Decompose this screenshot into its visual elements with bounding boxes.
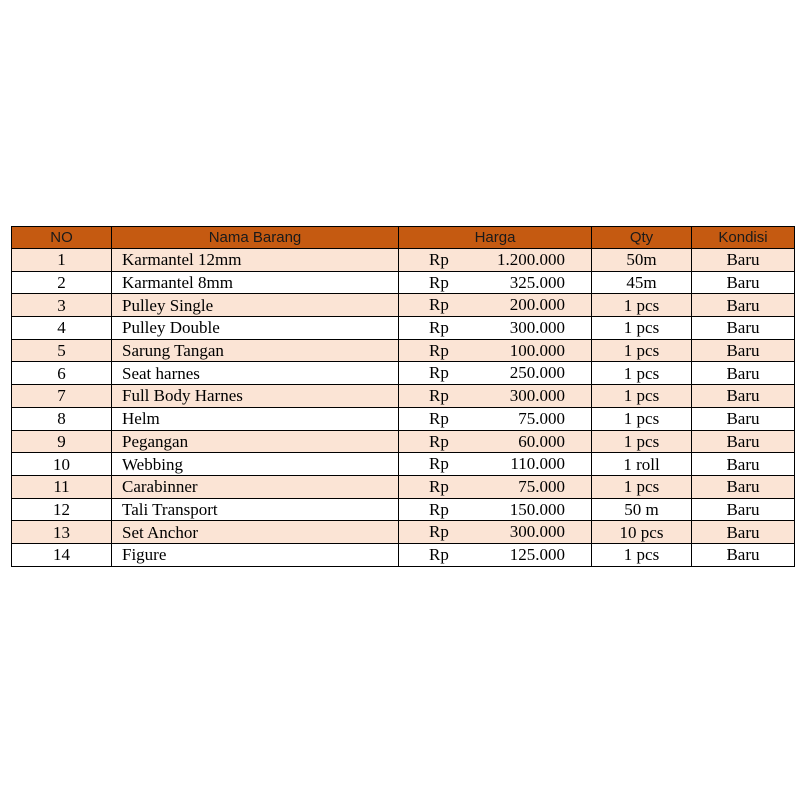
table-row bbox=[12, 453, 795, 476]
price-value: 75.000 bbox=[518, 408, 565, 428]
price-value: 1.200.000 bbox=[497, 250, 565, 269]
cell-no: 8 bbox=[12, 407, 112, 430]
cell-harga bbox=[399, 475, 592, 498]
cell-name: Pulley Double bbox=[112, 317, 399, 340]
currency-label: Rp bbox=[429, 499, 449, 519]
cell-no: 6 bbox=[12, 362, 112, 385]
currency-label: Rp bbox=[429, 250, 449, 269]
cell-harga bbox=[399, 453, 592, 476]
header-row bbox=[12, 227, 795, 249]
cell-kondisi: Baru bbox=[692, 362, 795, 385]
table-row bbox=[12, 271, 795, 294]
cell-no: 14 bbox=[12, 543, 112, 566]
price-value: 60.000 bbox=[518, 431, 565, 451]
price-value: 250.000 bbox=[509, 363, 565, 383]
table-row bbox=[12, 362, 795, 385]
table-row bbox=[12, 521, 795, 544]
cell-harga bbox=[399, 339, 592, 362]
currency-label: Rp bbox=[429, 295, 449, 315]
cell-qty: 50 m bbox=[592, 498, 692, 521]
header-no: NO bbox=[12, 227, 112, 249]
table-row bbox=[12, 317, 795, 340]
cell-name: Seat harnes bbox=[112, 362, 399, 385]
cell-harga bbox=[399, 249, 592, 272]
cell-name: Karmantel 8mm bbox=[112, 271, 399, 294]
cell-name: Webbing bbox=[112, 453, 399, 476]
cell-name: Karmantel 12mm bbox=[112, 249, 399, 272]
table-row bbox=[12, 249, 795, 272]
cell-no: 5 bbox=[12, 339, 112, 362]
cell-kondisi: Baru bbox=[692, 339, 795, 362]
table-body bbox=[12, 249, 795, 567]
price-value: 300.000 bbox=[509, 318, 565, 338]
cell-name: Pegangan bbox=[112, 430, 399, 453]
cell-name: Sarung Tangan bbox=[112, 339, 399, 362]
cell-no: 10 bbox=[12, 453, 112, 476]
cell-harga bbox=[399, 498, 592, 521]
cell-harga bbox=[399, 294, 592, 317]
cell-kondisi: Baru bbox=[692, 271, 795, 294]
inventory-table bbox=[11, 226, 795, 567]
currency-label: Rp bbox=[429, 544, 449, 564]
cell-kondisi: Baru bbox=[692, 498, 795, 521]
cell-kondisi: Baru bbox=[692, 453, 795, 476]
currency-label: Rp bbox=[429, 340, 449, 360]
cell-name: Pulley Single bbox=[112, 294, 399, 317]
currency-label: Rp bbox=[429, 522, 449, 542]
cell-harga bbox=[399, 407, 592, 430]
table-row bbox=[12, 385, 795, 408]
cell-name: Figure bbox=[112, 543, 399, 566]
cell-harga bbox=[399, 271, 592, 294]
table-row bbox=[12, 498, 795, 521]
header-qty: Qty bbox=[592, 227, 692, 249]
cell-kondisi: Baru bbox=[692, 430, 795, 453]
cell-no: 7 bbox=[12, 385, 112, 408]
price-value: 100.000 bbox=[509, 340, 565, 360]
table-row bbox=[12, 339, 795, 362]
cell-qty: 1 pcs bbox=[592, 317, 692, 340]
table-row bbox=[12, 407, 795, 430]
cell-kondisi: Baru bbox=[692, 407, 795, 430]
cell-no: 13 bbox=[12, 521, 112, 544]
cell-kondisi: Baru bbox=[692, 249, 795, 272]
cell-no: 9 bbox=[12, 430, 112, 453]
table-row bbox=[12, 430, 795, 453]
cell-kondisi: Baru bbox=[692, 521, 795, 544]
cell-qty: 1 pcs bbox=[592, 407, 692, 430]
cell-kondisi: Baru bbox=[692, 317, 795, 340]
cell-name: Full Body Harnes bbox=[112, 385, 399, 408]
cell-harga bbox=[399, 430, 592, 453]
currency-label: Rp bbox=[429, 454, 449, 474]
cell-qty: 1 roll bbox=[592, 453, 692, 476]
cell-name: Tali Transport bbox=[112, 498, 399, 521]
cell-no: 12 bbox=[12, 498, 112, 521]
cell-qty: 10 pcs bbox=[592, 521, 692, 544]
price-value: 325.000 bbox=[509, 272, 565, 292]
cell-qty: 1 pcs bbox=[592, 543, 692, 566]
table-row bbox=[12, 475, 795, 498]
cell-harga bbox=[399, 543, 592, 566]
cell-qty: 1 pcs bbox=[592, 475, 692, 498]
table-row bbox=[12, 294, 795, 317]
cell-qty: 1 pcs bbox=[592, 339, 692, 362]
cell-no: 1 bbox=[12, 249, 112, 272]
currency-label: Rp bbox=[429, 272, 449, 292]
cell-name: Set Anchor bbox=[112, 521, 399, 544]
cell-name: Carabinner bbox=[112, 475, 399, 498]
price-value: 125.000 bbox=[509, 544, 565, 564]
cell-harga bbox=[399, 385, 592, 408]
cell-name: Helm bbox=[112, 407, 399, 430]
header-name: Nama Barang bbox=[112, 227, 399, 249]
cell-kondisi: Baru bbox=[692, 294, 795, 317]
price-value: 110.000 bbox=[510, 454, 565, 474]
currency-label: Rp bbox=[429, 476, 449, 496]
cell-qty: 1 pcs bbox=[592, 430, 692, 453]
price-value: 75.000 bbox=[518, 476, 565, 496]
cell-kondisi: Baru bbox=[692, 543, 795, 566]
cell-harga bbox=[399, 521, 592, 544]
price-value: 300.000 bbox=[509, 522, 565, 542]
header-kondisi: Kondisi bbox=[692, 227, 795, 249]
cell-qty: 1 pcs bbox=[592, 362, 692, 385]
price-value: 300.000 bbox=[509, 386, 565, 406]
cell-no: 11 bbox=[12, 475, 112, 498]
cell-no: 4 bbox=[12, 317, 112, 340]
cell-kondisi: Baru bbox=[692, 385, 795, 408]
cell-harga bbox=[399, 362, 592, 385]
currency-label: Rp bbox=[429, 386, 449, 406]
cell-qty: 1 pcs bbox=[592, 385, 692, 408]
currency-label: Rp bbox=[429, 363, 449, 383]
cell-qty: 45m bbox=[592, 271, 692, 294]
cell-no: 3 bbox=[12, 294, 112, 317]
cell-kondisi: Baru bbox=[692, 475, 795, 498]
cell-no: 2 bbox=[12, 271, 112, 294]
currency-label: Rp bbox=[429, 431, 449, 451]
cell-qty: 1 pcs bbox=[592, 294, 692, 317]
header-harga: Harga bbox=[399, 227, 592, 249]
currency-label: Rp bbox=[429, 318, 449, 338]
price-value: 150.000 bbox=[509, 499, 565, 519]
price-value: 200.000 bbox=[509, 295, 565, 315]
cell-qty: 50m bbox=[592, 249, 692, 272]
currency-label: Rp bbox=[429, 408, 449, 428]
table-row bbox=[12, 543, 795, 566]
cell-harga bbox=[399, 317, 592, 340]
